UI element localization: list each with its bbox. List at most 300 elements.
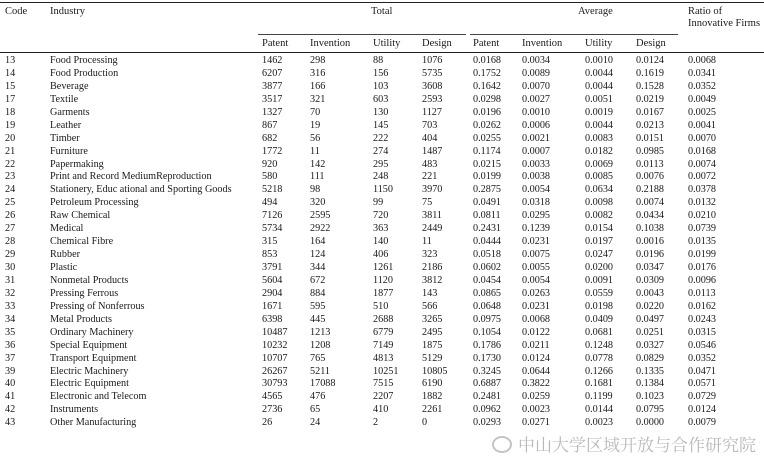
table-row xyxy=(0,197,764,210)
table-row xyxy=(0,55,764,68)
cell-avg-utility: 0.0154 xyxy=(585,223,614,235)
cell-code: 27 xyxy=(5,223,16,235)
cell-avg-utility: 0.0144 xyxy=(585,404,614,416)
cell-industry: Leather xyxy=(50,119,82,131)
cell-total-design: 1487 xyxy=(422,145,443,157)
table-body xyxy=(0,55,764,430)
cell-avg-invention: 0.3822 xyxy=(522,378,551,390)
cell-avg-invention: 0.0033 xyxy=(522,158,551,170)
cell-industry: Ordinary Machinery xyxy=(50,326,134,338)
cell-innovative-ratio: 0.0341 xyxy=(688,67,717,79)
cell-total-patent: 580 xyxy=(262,171,278,183)
cell-total-invention: 2595 xyxy=(310,210,331,222)
header-average-design: Design xyxy=(636,38,666,49)
cell-avg-design: 0.0000 xyxy=(636,417,665,429)
cell-total-invention: 70 xyxy=(310,106,321,118)
cell-innovative-ratio: 0.0124 xyxy=(688,404,717,416)
cell-total-invention: 56 xyxy=(310,132,321,144)
cell-code: 19 xyxy=(5,119,16,131)
cell-avg-design: 0.0347 xyxy=(636,262,665,273)
cell-total-patent: 7126 xyxy=(262,210,283,222)
cell-avg-design: 0.0309 xyxy=(636,274,665,286)
cell-code: 24 xyxy=(5,184,16,196)
table-row xyxy=(0,262,764,275)
cell-avg-design: 0.0076 xyxy=(636,171,665,183)
cell-total-design: 1882 xyxy=(422,391,443,403)
cell-total-design: 221 xyxy=(422,171,438,183)
cell-avg-patent: 0.1730 xyxy=(473,352,502,364)
cell-total-invention: 884 xyxy=(310,287,326,299)
cell-avg-utility: 0.0085 xyxy=(585,171,614,183)
cell-total-design: 143 xyxy=(422,287,438,299)
cell-avg-patent: 0.1174 xyxy=(473,145,501,157)
cell-avg-patent: 0.0962 xyxy=(473,404,502,416)
cell-avg-invention: 0.0021 xyxy=(522,132,551,144)
cell-total-design: 2495 xyxy=(422,326,443,338)
cell-avg-utility: 0.0044 xyxy=(585,80,614,92)
cell-total-patent: 1671 xyxy=(262,300,283,312)
cell-innovative-ratio: 0.0041 xyxy=(688,119,717,131)
cell-total-utility: 145 xyxy=(373,119,389,131)
header-total-utility: Utility xyxy=(373,38,401,49)
table-row xyxy=(0,210,764,223)
cell-avg-utility: 0.0098 xyxy=(585,197,614,209)
cell-avg-invention: 0.0075 xyxy=(522,249,551,261)
cell-avg-utility: 0.0200 xyxy=(585,262,614,273)
cell-industry: Nonmetal Products xyxy=(50,274,129,286)
cell-avg-utility: 0.1681 xyxy=(585,378,614,390)
cell-avg-invention: 0.0054 xyxy=(522,184,551,196)
watermark xyxy=(492,431,756,456)
cell-total-utility: 1261 xyxy=(373,262,394,273)
cell-avg-invention: 0.0271 xyxy=(522,417,551,429)
cell-total-utility: 363 xyxy=(373,223,389,235)
table-row xyxy=(0,184,764,197)
cell-total-invention: 476 xyxy=(310,391,326,403)
cell-avg-utility: 0.0559 xyxy=(585,287,614,299)
cell-total-design: 1076 xyxy=(422,55,443,66)
cell-total-patent: 867 xyxy=(262,119,278,131)
cell-industry: Other Manufacturing xyxy=(50,417,137,429)
cell-code: 30 xyxy=(5,262,16,273)
cell-innovative-ratio: 0.0135 xyxy=(688,236,717,248)
cell-avg-patent: 0.0811 xyxy=(473,210,501,222)
cell-industry: Beverage xyxy=(50,80,89,92)
cell-total-utility: 406 xyxy=(373,249,389,261)
cell-code: 21 xyxy=(5,145,16,157)
cell-total-patent: 5604 xyxy=(262,274,283,286)
cell-code: 40 xyxy=(5,378,16,390)
cell-total-patent: 1462 xyxy=(262,55,283,66)
cell-total-utility: 99 xyxy=(373,197,384,209)
cell-avg-invention: 0.0124 xyxy=(522,352,551,364)
cell-avg-invention: 0.0007 xyxy=(522,145,551,157)
header-total-invention: Invention xyxy=(310,38,351,49)
cell-avg-invention: 0.0054 xyxy=(522,274,551,286)
header-average-invention: Invention xyxy=(522,38,563,49)
cell-avg-invention: 0.0089 xyxy=(522,67,551,79)
cell-total-design: 5129 xyxy=(422,352,443,364)
cell-total-utility: 1877 xyxy=(373,287,394,299)
cell-avg-invention: 0.0055 xyxy=(522,262,551,273)
cell-total-invention: 445 xyxy=(310,313,326,325)
cell-avg-design: 0.1335 xyxy=(636,365,665,377)
cell-total-invention: 65 xyxy=(310,404,321,416)
cell-industry: Print and Record MediumReproduction xyxy=(50,171,212,183)
cell-avg-utility: 0.0247 xyxy=(585,249,614,261)
cell-avg-patent: 0.0255 xyxy=(473,132,502,144)
cell-total-utility: 1150 xyxy=(373,184,393,196)
cell-total-invention: 344 xyxy=(310,262,326,273)
cell-total-utility: 156 xyxy=(373,67,389,79)
cell-total-utility: 7515 xyxy=(373,378,394,390)
cell-avg-design: 0.0985 xyxy=(636,145,665,157)
cell-avg-invention: 0.0263 xyxy=(522,287,551,299)
table-row xyxy=(0,107,764,120)
cell-industry: Plastic xyxy=(50,262,78,273)
cell-industry: Pressing of Nonferrous xyxy=(50,300,145,312)
cell-total-design: 703 xyxy=(422,119,438,131)
cell-industry: Petroleum Processing xyxy=(50,197,139,209)
cell-avg-utility: 0.1248 xyxy=(585,339,614,351)
cell-avg-design: 0.1528 xyxy=(636,80,665,92)
cell-code: 41 xyxy=(5,391,16,403)
cell-total-invention: 19 xyxy=(310,119,321,131)
table-row xyxy=(0,378,764,391)
cell-total-utility: 7149 xyxy=(373,339,394,351)
cell-avg-patent: 0.2431 xyxy=(473,223,502,235)
cell-total-invention: 321 xyxy=(310,93,326,105)
cell-avg-design: 0.0043 xyxy=(636,287,665,299)
cell-total-utility: 248 xyxy=(373,171,389,183)
cell-total-design: 404 xyxy=(422,132,438,144)
cell-total-utility: 88 xyxy=(373,55,384,66)
cell-innovative-ratio: 0.0243 xyxy=(688,313,717,325)
cell-total-invention: 2922 xyxy=(310,223,331,235)
cell-total-patent: 10707 xyxy=(262,352,288,364)
cell-total-invention: 1208 xyxy=(310,339,331,351)
cell-avg-design: 0.0251 xyxy=(636,326,665,338)
cell-avg-design: 0.0213 xyxy=(636,119,665,131)
cell-avg-patent: 0.0262 xyxy=(473,119,502,131)
table-row xyxy=(0,236,764,249)
cell-industry: Pressing Ferrous xyxy=(50,287,119,299)
cell-avg-utility: 0.0019 xyxy=(585,106,614,118)
table-row xyxy=(0,81,764,94)
cell-total-utility: 510 xyxy=(373,300,389,312)
cell-innovative-ratio: 0.0546 xyxy=(688,339,717,351)
cell-total-invention: 298 xyxy=(310,55,326,66)
cell-total-invention: 1213 xyxy=(310,326,331,338)
cell-total-patent: 682 xyxy=(262,132,278,144)
cell-total-patent: 2904 xyxy=(262,287,283,299)
cell-avg-utility: 0.0044 xyxy=(585,67,614,79)
cell-code: 43 xyxy=(5,417,16,429)
cell-avg-invention: 0.0259 xyxy=(522,391,551,403)
cell-total-utility: 410 xyxy=(373,404,389,416)
cell-code: 25 xyxy=(5,197,16,209)
cell-avg-design: 0.1023 xyxy=(636,391,665,403)
cell-industry: Electric Equipment xyxy=(50,378,129,390)
cell-avg-design: 0.0434 xyxy=(636,210,665,222)
cell-total-patent: 10232 xyxy=(262,339,288,351)
cell-avg-utility: 0.0023 xyxy=(585,417,614,429)
cell-avg-design: 0.0795 xyxy=(636,404,665,416)
cell-avg-patent: 0.0168 xyxy=(473,55,502,66)
cell-total-invention: 111 xyxy=(310,171,325,183)
cell-avg-patent: 0.1642 xyxy=(473,80,502,92)
cell-total-design: 3265 xyxy=(422,313,443,325)
cell-innovative-ratio: 0.0199 xyxy=(688,249,717,261)
cell-avg-design: 0.0327 xyxy=(636,339,665,351)
table-row xyxy=(0,314,764,327)
cell-avg-utility: 0.0082 xyxy=(585,210,614,222)
cell-industry: Electric Machinery xyxy=(50,365,129,377)
cell-avg-design: 0.2188 xyxy=(636,184,665,196)
cell-total-utility: 295 xyxy=(373,158,389,170)
cell-innovative-ratio: 0.0074 xyxy=(688,158,717,170)
cell-total-invention: 142 xyxy=(310,158,326,170)
cell-avg-patent: 0.0444 xyxy=(473,236,502,248)
cell-avg-design: 0.0074 xyxy=(636,197,665,209)
watermark-text: 中山大学区域开放与合作研究院 xyxy=(518,436,756,456)
header-average-patent: Patent xyxy=(473,38,500,49)
cell-total-utility: 10251 xyxy=(373,365,399,377)
table-row xyxy=(0,159,764,172)
cell-innovative-ratio: 0.0739 xyxy=(688,223,717,235)
cell-avg-invention: 0.0038 xyxy=(522,171,551,183)
cell-avg-utility: 0.0197 xyxy=(585,236,614,248)
cell-innovative-ratio: 0.0049 xyxy=(688,93,717,105)
cell-total-design: 3608 xyxy=(422,80,443,92)
header-ratio-line2: Innovative Firms xyxy=(688,18,761,29)
cell-avg-patent: 0.0865 xyxy=(473,287,502,299)
cell-avg-patent: 0.0293 xyxy=(473,417,502,429)
cell-avg-design: 0.1384 xyxy=(636,378,665,390)
cell-industry: Raw Chemical xyxy=(50,210,111,222)
cell-total-patent: 5734 xyxy=(262,223,283,235)
cell-total-utility: 274 xyxy=(373,145,389,157)
cell-total-design: 3812 xyxy=(422,274,443,286)
cell-total-utility: 2688 xyxy=(373,313,394,325)
cell-avg-design: 0.0220 xyxy=(636,300,665,312)
header-bottom-rule xyxy=(0,52,764,53)
cell-industry: Timber xyxy=(50,132,80,144)
cell-avg-patent: 0.0454 xyxy=(473,274,502,286)
cell-avg-design: 0.0167 xyxy=(636,106,665,118)
cell-avg-invention: 0.0034 xyxy=(522,55,551,66)
cell-total-design: 3811 xyxy=(422,210,442,222)
cell-total-utility: 603 xyxy=(373,93,389,105)
cell-code: 29 xyxy=(5,249,16,261)
cell-code: 32 xyxy=(5,287,16,299)
cell-industry: Electronic and Telecom xyxy=(50,391,147,403)
cell-avg-design: 0.0829 xyxy=(636,352,665,364)
cell-total-design: 11 xyxy=(422,236,432,248)
cell-avg-design: 0.1619 xyxy=(636,67,665,79)
header-total-patent: Patent xyxy=(262,38,289,49)
top-rule xyxy=(0,2,764,3)
cell-avg-invention: 0.0318 xyxy=(522,197,551,209)
cell-avg-utility: 0.0634 xyxy=(585,184,614,196)
cell-avg-invention: 0.0068 xyxy=(522,313,551,325)
cell-total-invention: 17088 xyxy=(310,378,336,390)
cell-avg-utility: 0.0044 xyxy=(585,119,614,131)
cell-avg-patent: 0.0215 xyxy=(473,158,502,170)
cell-code: 36 xyxy=(5,339,16,351)
cell-total-utility: 130 xyxy=(373,106,389,118)
cell-avg-invention: 0.0122 xyxy=(522,326,551,338)
cell-avg-utility: 0.0778 xyxy=(585,352,614,364)
cell-industry: Special Equipment xyxy=(50,339,128,351)
cell-total-invention: 765 xyxy=(310,352,326,364)
cell-total-patent: 494 xyxy=(262,197,278,209)
cell-innovative-ratio: 0.0378 xyxy=(688,184,717,196)
cell-code: 37 xyxy=(5,352,16,364)
wechat-icon xyxy=(492,436,512,453)
cell-innovative-ratio: 0.0079 xyxy=(688,417,717,429)
cell-total-patent: 6207 xyxy=(262,67,283,79)
average-group-rule xyxy=(470,34,678,35)
cell-avg-design: 0.0113 xyxy=(636,158,664,170)
cell-total-patent: 30793 xyxy=(262,378,288,390)
cell-total-patent: 4565 xyxy=(262,391,283,403)
cell-total-design: 3970 xyxy=(422,184,443,196)
cell-innovative-ratio: 0.0210 xyxy=(688,210,717,222)
header-ratio-line1: Ratio of xyxy=(688,6,723,17)
cell-avg-design: 0.0497 xyxy=(636,313,665,325)
cell-total-patent: 26 xyxy=(262,417,273,429)
cell-innovative-ratio: 0.0070 xyxy=(688,132,717,144)
cell-avg-invention: 0.0231 xyxy=(522,300,551,312)
cell-total-invention: 166 xyxy=(310,80,326,92)
cell-avg-patent: 0.3245 xyxy=(473,365,502,377)
cell-avg-patent: 0.0199 xyxy=(473,171,502,183)
table-row xyxy=(0,288,764,301)
table-row xyxy=(0,133,764,146)
cell-avg-patent: 0.0518 xyxy=(473,249,502,261)
cell-industry: Furniture xyxy=(50,145,88,157)
cell-total-design: 2593 xyxy=(422,93,443,105)
cell-avg-invention: 0.0295 xyxy=(522,210,551,222)
cell-total-design: 75 xyxy=(422,197,433,209)
cell-total-patent: 3877 xyxy=(262,80,283,92)
cell-total-design: 2449 xyxy=(422,223,443,235)
cell-industry: Metal Products xyxy=(50,313,112,325)
cell-avg-patent: 0.1054 xyxy=(473,326,502,338)
cell-industry: Garments xyxy=(50,106,90,118)
cell-avg-patent: 0.0975 xyxy=(473,313,502,325)
cell-avg-utility: 0.0681 xyxy=(585,326,614,338)
cell-innovative-ratio: 0.0176 xyxy=(688,262,717,273)
cell-avg-patent: 0.0298 xyxy=(473,93,502,105)
cell-total-invention: 320 xyxy=(310,197,326,209)
table-row xyxy=(0,301,764,314)
table-row xyxy=(0,249,764,262)
cell-avg-invention: 0.0644 xyxy=(522,365,551,377)
header-total-design: Design xyxy=(422,38,452,49)
cell-total-utility: 2 xyxy=(373,417,379,429)
table-row xyxy=(0,171,764,184)
cell-total-patent: 3791 xyxy=(262,262,283,273)
cell-code: 13 xyxy=(5,55,16,66)
table-row xyxy=(0,68,764,81)
table-row xyxy=(0,223,764,236)
cell-avg-design: 0.0151 xyxy=(636,132,665,144)
cell-industry: Food Production xyxy=(50,67,119,79)
cell-avg-design: 0.0219 xyxy=(636,93,665,105)
cell-total-patent: 1772 xyxy=(262,145,283,157)
cell-innovative-ratio: 0.0162 xyxy=(688,300,717,312)
cell-industry: Transport Equipment xyxy=(50,352,137,364)
cell-avg-design: 0.0016 xyxy=(636,236,665,248)
table-row xyxy=(0,120,764,133)
cell-total-utility: 2207 xyxy=(373,391,394,403)
table-row xyxy=(0,391,764,404)
cell-avg-patent: 0.0648 xyxy=(473,300,502,312)
cell-total-patent: 920 xyxy=(262,158,278,170)
cell-avg-utility: 0.0182 xyxy=(585,145,614,157)
cell-total-design: 2186 xyxy=(422,262,443,273)
cell-total-invention: 164 xyxy=(310,236,326,248)
cell-avg-patent: 0.1786 xyxy=(473,339,502,351)
cell-avg-invention: 0.0006 xyxy=(522,119,551,131)
table-row xyxy=(0,327,764,340)
cell-innovative-ratio: 0.0471 xyxy=(688,365,717,377)
cell-innovative-ratio: 0.0072 xyxy=(688,171,717,183)
cell-innovative-ratio: 0.0025 xyxy=(688,106,717,118)
cell-industry: Food Processing xyxy=(50,55,118,66)
cell-innovative-ratio: 0.0729 xyxy=(688,391,717,403)
cell-avg-patent: 0.1752 xyxy=(473,67,502,79)
cell-code: 28 xyxy=(5,236,16,248)
cell-code: 17 xyxy=(5,93,16,105)
cell-innovative-ratio: 0.0315 xyxy=(688,326,717,338)
cell-avg-utility: 0.0409 xyxy=(585,313,614,325)
cell-code: 26 xyxy=(5,210,16,222)
cell-total-design: 6190 xyxy=(422,378,443,390)
cell-avg-utility: 0.1266 xyxy=(585,365,614,377)
cell-innovative-ratio: 0.0168 xyxy=(688,145,717,157)
table-row xyxy=(0,340,764,353)
cell-total-design: 1127 xyxy=(422,106,442,118)
cell-total-utility: 720 xyxy=(373,210,389,222)
cell-code: 34 xyxy=(5,313,16,325)
cell-avg-patent: 0.6887 xyxy=(473,378,502,390)
header-code: Code xyxy=(5,6,28,17)
cell-avg-invention: 0.0010 xyxy=(522,106,551,118)
cell-total-design: 566 xyxy=(422,300,438,312)
header-average-utility: Utility xyxy=(585,38,613,49)
cell-avg-utility: 0.1199 xyxy=(585,391,613,403)
cell-avg-invention: 0.0231 xyxy=(522,236,551,248)
cell-total-design: 2261 xyxy=(422,404,443,416)
cell-avg-utility: 0.0069 xyxy=(585,158,614,170)
cell-industry: Chemical Fibre xyxy=(50,236,114,248)
cell-code: 14 xyxy=(5,67,16,79)
cell-avg-invention: 0.0211 xyxy=(522,339,550,351)
cell-total-invention: 5211 xyxy=(310,365,330,377)
cell-industry: Papermaking xyxy=(50,158,104,170)
table-row xyxy=(0,146,764,159)
cell-avg-design: 0.0196 xyxy=(636,249,665,261)
cell-total-patent: 5218 xyxy=(262,184,283,196)
cell-industry: Medical xyxy=(50,223,84,235)
header-average: Average xyxy=(578,6,613,17)
table-row xyxy=(0,404,764,417)
cell-total-design: 483 xyxy=(422,158,438,170)
cell-avg-patent: 0.0491 xyxy=(473,197,502,209)
